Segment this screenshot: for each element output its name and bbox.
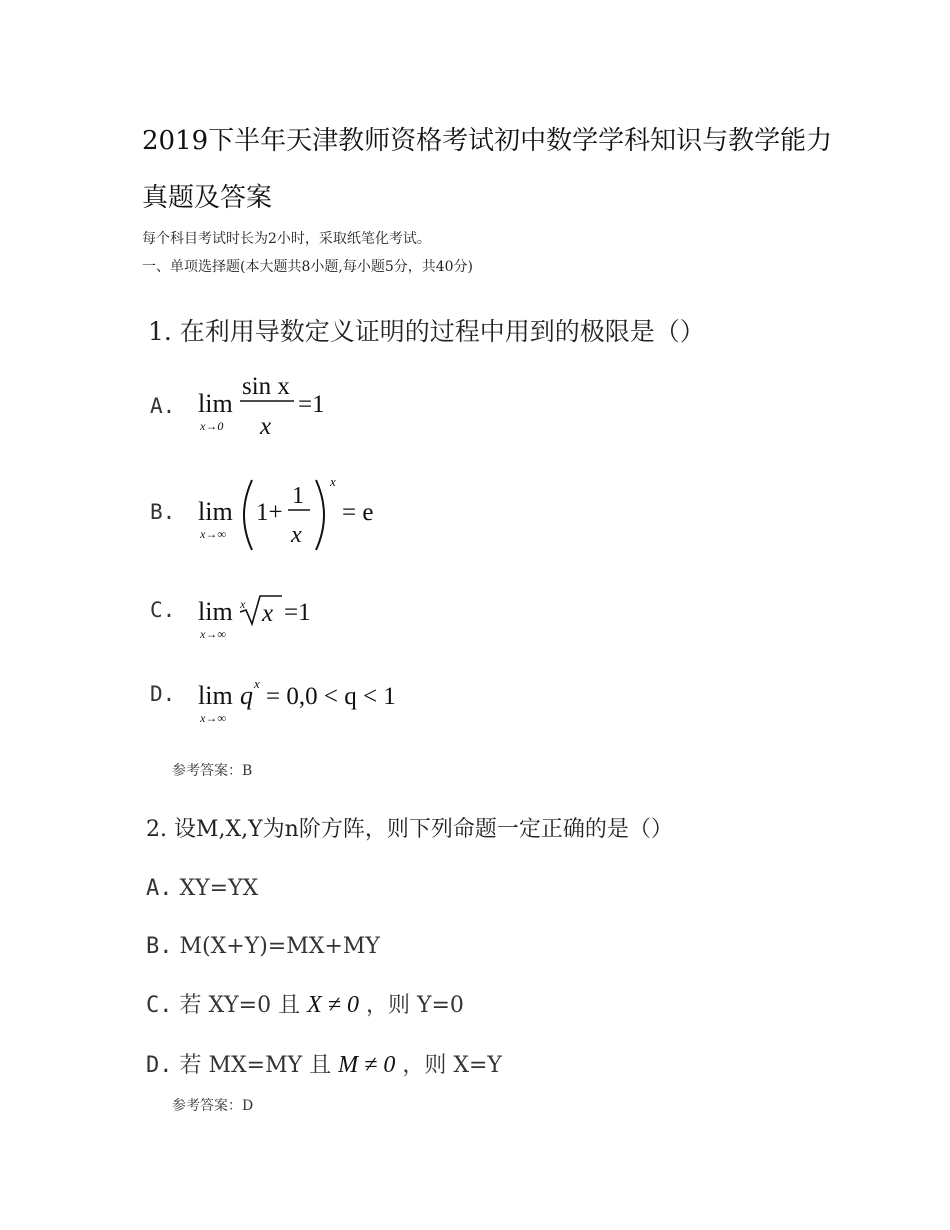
lim-text: lim	[198, 389, 233, 418]
lim-subscript: x→0	[200, 419, 224, 433]
q1-option-a-formula	[194, 368, 404, 448]
q1-option-c-letter: C.	[150, 598, 176, 622]
q2-option-b	[146, 934, 380, 960]
q2-option-d	[146, 1052, 502, 1079]
q1-option-a-letter: A.	[150, 394, 176, 418]
q2-option-d-pre: 若 MX=MY 且	[179, 1053, 332, 1078]
q2-option-a	[146, 876, 258, 902]
fraction-numerator: 1	[292, 483, 304, 509]
q2-option-d-post: ，则 X=Y	[402, 1053, 502, 1078]
equation-rhs: =1	[284, 599, 311, 626]
radical-sign	[240, 596, 282, 624]
question-2-answer: 参考答案：D	[172, 1098, 254, 1114]
exponent: x	[254, 676, 260, 691]
q1-option-b	[150, 470, 450, 560]
section-heading: 一、单项选择题(本大题共8小题,每小题5分，共40分)	[142, 259, 474, 275]
q2-option-c	[146, 992, 464, 1019]
lim-text: lim	[198, 497, 233, 526]
right-paren	[316, 480, 324, 550]
equation-rhs: = 0,0 < q < 1	[266, 683, 396, 710]
q1-option-c	[150, 590, 390, 650]
one-plus: 1+	[256, 499, 283, 526]
q2-option-a-letter: A.	[146, 876, 173, 901]
lim-text: lim	[198, 681, 233, 710]
q1-option-d-letter: D.	[150, 682, 176, 706]
q2-option-c-math: X ≠ 0	[307, 992, 359, 1018]
q2-option-d-letter: D.	[146, 1053, 173, 1078]
root-index: x	[240, 597, 246, 611]
fraction-numerator: sin x	[242, 373, 290, 400]
q2-option-c-pre: 若 XY=0 且	[179, 993, 301, 1018]
question-1-answer: 参考答案：B	[172, 763, 253, 779]
lim-text: lim	[198, 597, 233, 626]
q1-option-b-letter: B.	[150, 500, 176, 524]
document-title-line2: 真题及答案	[142, 183, 273, 213]
lim-subscript: x→∞	[200, 627, 226, 641]
equation-rhs: =1	[298, 391, 325, 418]
document-title-line1: 2019下半年天津教师资格考试初中数学学科知识与教学能力	[142, 126, 833, 156]
q2-option-d-math: M ≠ 0	[338, 1052, 396, 1078]
q1-option-d-formula	[194, 672, 434, 732]
question-2-stem: 2. 设M,X,Y为n阶方阵，则下列命题一定正确的是（）	[146, 817, 673, 842]
q2-option-b-letter: B.	[146, 934, 173, 959]
q1-option-c-formula	[194, 590, 384, 650]
q1-option-a	[150, 368, 410, 448]
exam-note: 每个科目考试时长为2小时，采取纸笔化考试。	[142, 231, 431, 247]
lim-subscript: x→∞	[200, 711, 226, 725]
exponent: x	[330, 474, 336, 489]
q2-option-b-text: M(X+Y)=MX+MY	[179, 934, 380, 959]
q1-option-b-formula	[194, 470, 444, 560]
radicand: x	[262, 600, 274, 627]
lim-subscript: x→∞	[200, 527, 226, 541]
fraction-denominator: x	[291, 522, 302, 548]
fraction-denominator: x	[260, 413, 272, 440]
left-paren	[244, 480, 252, 550]
q2-option-c-letter: C.	[146, 993, 173, 1018]
equation-rhs: = e	[342, 499, 374, 526]
q2-option-c-post: ，则 Y=0	[365, 993, 464, 1018]
question-1-stem: 1. 在利用导数定义证明的过程中用到的极限是（）	[148, 317, 705, 346]
q2-option-a-text: XY=YX	[179, 876, 259, 901]
base: q	[240, 681, 253, 710]
q1-option-d	[150, 672, 450, 732]
